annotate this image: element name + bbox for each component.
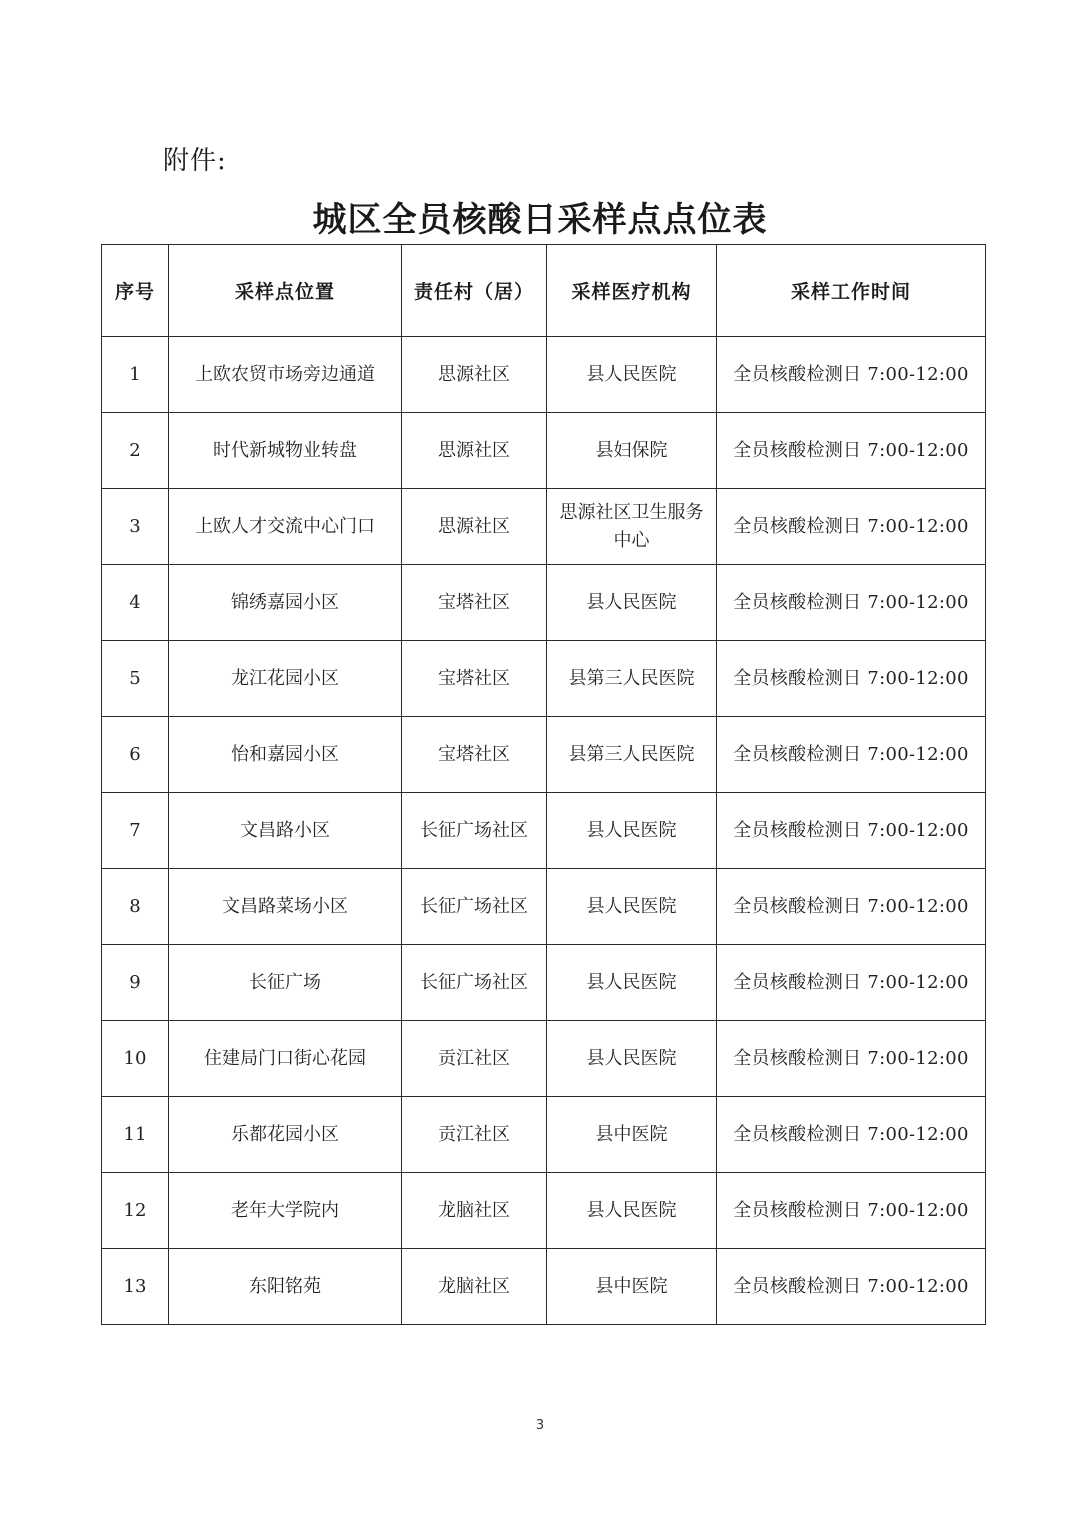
- cell-location: 文昌路菜场小区: [169, 869, 402, 945]
- cell-institution: 县人民医院: [547, 337, 717, 413]
- cell-village: 龙脑社区: [402, 1249, 547, 1325]
- cell-time: 全员核酸检测日 7:00-12:00: [717, 413, 986, 489]
- cell-no: 12: [102, 1173, 169, 1249]
- cell-village: 思源社区: [402, 337, 547, 413]
- table-row: [102, 1097, 986, 1173]
- cell-no: 11: [102, 1097, 169, 1173]
- cell-village: 思源社区: [402, 489, 547, 565]
- cell-institution: 县第三人民医院: [547, 717, 717, 793]
- cell-time: 全员核酸检测日 7:00-12:00: [717, 641, 986, 717]
- cell-time: 全员核酸检测日 7:00-12:00: [717, 1021, 986, 1097]
- cell-time: 全员核酸检测日 7:00-12:00: [717, 945, 986, 1021]
- cell-location: 锦绣嘉园小区: [169, 565, 402, 641]
- cell-location: 老年大学院内: [169, 1173, 402, 1249]
- cell-location: 东阳铭苑: [169, 1249, 402, 1325]
- cell-no: 4: [102, 565, 169, 641]
- table-row: [102, 565, 986, 641]
- header-location: 采样点位置: [169, 245, 402, 337]
- cell-village: 思源社区: [402, 413, 547, 489]
- header-time: 采样工作时间: [717, 245, 986, 337]
- cell-time: 全员核酸检测日 7:00-12:00: [717, 489, 986, 565]
- cell-no: 8: [102, 869, 169, 945]
- table-header-row: [102, 245, 986, 337]
- table-row: [102, 337, 986, 413]
- table-row: [102, 1249, 986, 1325]
- sampling-sites-table: [101, 244, 986, 1325]
- cell-no: 9: [102, 945, 169, 1021]
- header-institution: 采样医疗机构: [547, 245, 717, 337]
- cell-institution: 思源社区卫生服务中心: [547, 489, 717, 565]
- table-row: [102, 1021, 986, 1097]
- cell-institution: 县中医院: [547, 1097, 717, 1173]
- table-row: [102, 717, 986, 793]
- cell-institution: 县人民医院: [547, 565, 717, 641]
- cell-no: 2: [102, 413, 169, 489]
- cell-location: 乐都花园小区: [169, 1097, 402, 1173]
- cell-village: 宝塔社区: [402, 565, 547, 641]
- table-row: [102, 1173, 986, 1249]
- table-row: [102, 945, 986, 1021]
- cell-no: 3: [102, 489, 169, 565]
- table-body: [102, 337, 986, 1325]
- cell-no: 1: [102, 337, 169, 413]
- cell-village: 长征广场社区: [402, 869, 547, 945]
- header-no: 序号: [102, 245, 169, 337]
- cell-institution: 县妇保院: [547, 413, 717, 489]
- cell-location: 怡和嘉园小区: [169, 717, 402, 793]
- cell-no: 13: [102, 1249, 169, 1325]
- cell-no: 10: [102, 1021, 169, 1097]
- table-row: [102, 413, 986, 489]
- cell-institution: 县人民医院: [547, 793, 717, 869]
- cell-institution: 县人民医院: [547, 869, 717, 945]
- cell-time: 全员核酸检测日 7:00-12:00: [717, 1249, 986, 1325]
- cell-village: 长征广场社区: [402, 945, 547, 1021]
- cell-institution: 县中医院: [547, 1249, 717, 1325]
- cell-time: 全员核酸检测日 7:00-12:00: [717, 1173, 986, 1249]
- cell-location: 文昌路小区: [169, 793, 402, 869]
- cell-location: 时代新城物业转盘: [169, 413, 402, 489]
- cell-location: 上欧人才交流中心门口: [169, 489, 402, 565]
- cell-time: 全员核酸检测日 7:00-12:00: [717, 717, 986, 793]
- cell-institution: 县人民医院: [547, 1021, 717, 1097]
- table-row: [102, 869, 986, 945]
- table-row: [102, 793, 986, 869]
- table-row: [102, 641, 986, 717]
- cell-institution: 县人民医院: [547, 1173, 717, 1249]
- cell-institution: 县人民医院: [547, 945, 717, 1021]
- cell-location: 上欧农贸市场旁边通道: [169, 337, 402, 413]
- attachment-label: 附件:: [163, 146, 227, 176]
- cell-village: 贡江社区: [402, 1097, 547, 1173]
- cell-no: 5: [102, 641, 169, 717]
- cell-village: 长征广场社区: [402, 793, 547, 869]
- cell-village: 龙脑社区: [402, 1173, 547, 1249]
- header-village: 责任村（居）: [402, 245, 547, 337]
- page-title: 城区全员核酸日采样点点位表: [312, 200, 768, 240]
- cell-time: 全员核酸检测日 7:00-12:00: [717, 337, 986, 413]
- cell-time: 全员核酸检测日 7:00-12:00: [717, 869, 986, 945]
- cell-time: 全员核酸检测日 7:00-12:00: [717, 565, 986, 641]
- cell-village: 宝塔社区: [402, 641, 547, 717]
- cell-location: 长征广场: [169, 945, 402, 1021]
- cell-no: 7: [102, 793, 169, 869]
- cell-time: 全员核酸检测日 7:00-12:00: [717, 793, 986, 869]
- cell-time: 全员核酸检测日 7:00-12:00: [717, 1097, 986, 1173]
- table-row: [102, 489, 986, 565]
- cell-village: 贡江社区: [402, 1021, 547, 1097]
- page-number: 3: [535, 1418, 545, 1433]
- cell-institution: 县第三人民医院: [547, 641, 717, 717]
- cell-location: 住建局门口街心花园: [169, 1021, 402, 1097]
- cell-location: 龙江花园小区: [169, 641, 402, 717]
- cell-village: 宝塔社区: [402, 717, 547, 793]
- cell-no: 6: [102, 717, 169, 793]
